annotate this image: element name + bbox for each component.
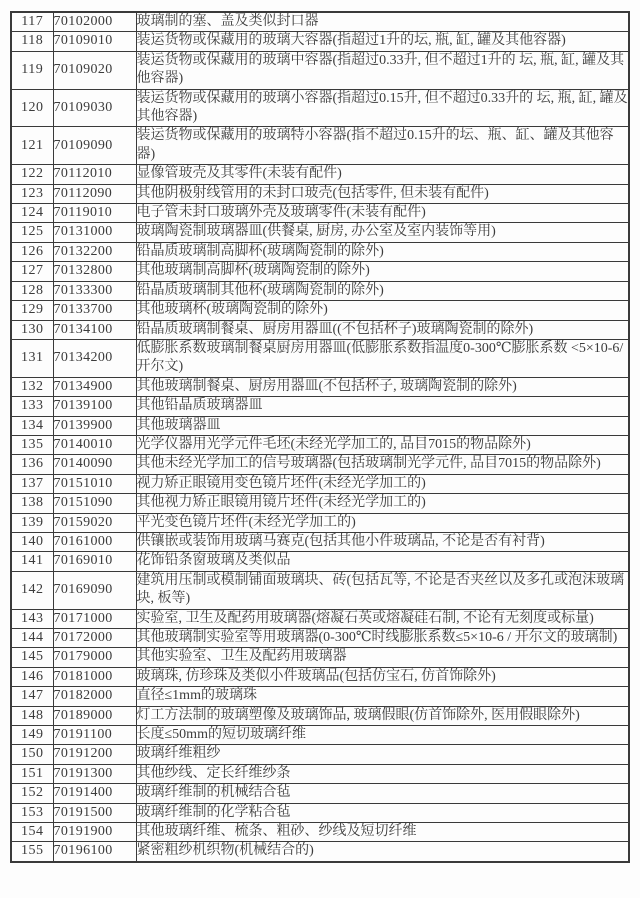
item-description: 其他玻璃杯(玻璃陶瓷制的除外) xyxy=(136,301,629,320)
table-row xyxy=(11,629,629,648)
row-number: 140 xyxy=(11,532,53,551)
row-number: 119 xyxy=(11,51,53,89)
row-number: 148 xyxy=(11,706,53,725)
item-description: 直径≤1mm的玻璃珠 xyxy=(136,687,629,706)
hs-code: 70112010 xyxy=(53,165,136,184)
hs-code: 70191100 xyxy=(53,726,136,745)
hs-code: 70169010 xyxy=(53,552,136,571)
hs-code: 70112090 xyxy=(53,184,136,203)
hs-code: 70139900 xyxy=(53,416,136,435)
item-description: 其他玻璃制高脚杯(玻璃陶瓷制的除外) xyxy=(136,262,629,281)
row-number: 128 xyxy=(11,281,53,300)
table-row xyxy=(11,745,629,764)
row-number: 142 xyxy=(11,571,53,609)
table-row xyxy=(11,281,629,300)
item-description: 装运货物或保藏用的玻璃中容器(指超过0.33升, 但不超过1升的 坛, 瓶, 缸, 罐及其他容器) xyxy=(136,51,629,89)
table-row xyxy=(11,842,629,862)
hs-code: 70133300 xyxy=(53,281,136,300)
item-description: 装运货物或保藏用的玻璃特小容器(指不超过0.15升的坛、瓶、缸、罐及其他容器) xyxy=(136,127,629,165)
hs-code: 70191200 xyxy=(53,745,136,764)
hs-code: 70109090 xyxy=(53,127,136,165)
table-row xyxy=(11,513,629,532)
row-number: 132 xyxy=(11,377,53,396)
hs-code: 70191500 xyxy=(53,803,136,822)
table-row xyxy=(11,204,629,223)
item-description: 显像管玻壳及其零件(未装有配件) xyxy=(136,165,629,184)
item-description: 玻璃纤维制的化学粘合毡 xyxy=(136,803,629,822)
table-row xyxy=(11,435,629,454)
item-description: 其他铅晶质玻璃器皿 xyxy=(136,397,629,416)
table-row xyxy=(11,165,629,184)
row-number: 129 xyxy=(11,301,53,320)
item-description: 铅晶质玻璃制其他杯(玻璃陶瓷制的除外) xyxy=(136,281,629,300)
table-row xyxy=(11,223,629,242)
item-description: 紧密粗纱机织物(机械结合的) xyxy=(136,842,629,862)
hs-code: 70132800 xyxy=(53,262,136,281)
table-row xyxy=(11,127,629,165)
hs-code: 70134100 xyxy=(53,320,136,339)
item-description: 其他玻璃制餐桌、厨房用器皿(不包括杯子, 玻璃陶瓷制的除外) xyxy=(136,377,629,396)
item-description: 低膨胀系数玻璃制餐桌厨房用器皿(低膨胀系数指温度0-300℃膨胀系数 <5×10-6/开尔文) xyxy=(136,339,629,377)
row-number: 125 xyxy=(11,223,53,242)
row-number: 124 xyxy=(11,204,53,223)
row-number: 123 xyxy=(11,184,53,203)
row-number: 151 xyxy=(11,764,53,783)
row-number: 154 xyxy=(11,823,53,842)
row-number: 133 xyxy=(11,397,53,416)
table-row xyxy=(11,667,629,686)
item-description: 装运货物或保藏用的玻璃小容器(指超过0.15升, 但不超过0.33升的 坛, 瓶, 缸, 罐及其他容器) xyxy=(136,89,629,127)
table-row xyxy=(11,803,629,822)
row-number: 135 xyxy=(11,435,53,454)
table-body xyxy=(11,12,629,862)
row-number: 141 xyxy=(11,552,53,571)
row-number: 126 xyxy=(11,242,53,261)
table-row xyxy=(11,12,629,32)
table-row xyxy=(11,455,629,474)
hs-code: 70140090 xyxy=(53,455,136,474)
row-number: 136 xyxy=(11,455,53,474)
row-number: 134 xyxy=(11,416,53,435)
hs-code: 70133700 xyxy=(53,301,136,320)
hs-code: 70102000 xyxy=(53,12,136,32)
hs-code: 70182000 xyxy=(53,687,136,706)
hs-code: 70109030 xyxy=(53,89,136,127)
table-row xyxy=(11,377,629,396)
item-description: 玻璃纤维制的机械结合毡 xyxy=(136,784,629,803)
item-description: 电子管未封口玻璃外壳及玻璃零件(未装有配件) xyxy=(136,204,629,223)
table-row xyxy=(11,687,629,706)
item-description: 玻璃纤维粗纱 xyxy=(136,745,629,764)
hs-code: 70191300 xyxy=(53,764,136,783)
table-row xyxy=(11,474,629,493)
item-description: 其他玻璃纤维、梳条、粗砂、纱线及短切纤维 xyxy=(136,823,629,842)
hs-code: 70159020 xyxy=(53,513,136,532)
hs-code: 70151010 xyxy=(53,474,136,493)
item-description: 其他未经光学加工的信号玻璃器(包括玻璃制光学元件, 品目7015的物品除外) xyxy=(136,455,629,474)
row-number: 130 xyxy=(11,320,53,339)
item-description: 建筑用压制或模制铺面玻璃块、砖(包括瓦等, 不论是否夹丝以及多孔或泡沫玻璃块, 板等) xyxy=(136,571,629,609)
item-description: 玻璃制的塞、盖及类似封口器 xyxy=(136,12,629,32)
item-description: 光学仪器用光学元件毛坯(未经光学加工的, 品目7015的物品除外) xyxy=(136,435,629,454)
row-number: 155 xyxy=(11,842,53,862)
hs-code: 70140010 xyxy=(53,435,136,454)
table-row xyxy=(11,609,629,628)
hs-code: 70132200 xyxy=(53,242,136,261)
hs-code: 70169090 xyxy=(53,571,136,609)
hs-code: 70134900 xyxy=(53,377,136,396)
row-number: 138 xyxy=(11,494,53,513)
table-row xyxy=(11,184,629,203)
hs-code: 70189000 xyxy=(53,706,136,725)
row-number: 121 xyxy=(11,127,53,165)
table-row xyxy=(11,89,629,127)
table-row xyxy=(11,416,629,435)
table-row xyxy=(11,532,629,551)
table-row xyxy=(11,784,629,803)
table-row xyxy=(11,301,629,320)
row-number: 144 xyxy=(11,629,53,648)
table-row xyxy=(11,397,629,416)
table-row xyxy=(11,32,629,51)
item-description: 玻璃陶瓷制玻璃器皿(供餐桌, 厨房, 办公室及室内装饰等用) xyxy=(136,223,629,242)
row-number: 153 xyxy=(11,803,53,822)
item-description: 平光变色镜片坯件(未经光学加工的) xyxy=(136,513,629,532)
item-description: 其他纱线、定长纤维纱条 xyxy=(136,764,629,783)
hs-code: 70161000 xyxy=(53,532,136,551)
item-description: 装运货物或保藏用的玻璃大容器(指超过1升的坛, 瓶, 缸, 罐及其他容器) xyxy=(136,32,629,51)
hs-code: 70139100 xyxy=(53,397,136,416)
table-row xyxy=(11,51,629,89)
row-number: 137 xyxy=(11,474,53,493)
table-row xyxy=(11,242,629,261)
item-description: 灯工方法制的玻璃塑像及玻璃饰品, 玻璃假眼(仿首饰除外, 医用假眼除外) xyxy=(136,706,629,725)
item-description: 铅晶质玻璃制餐桌、厨房用器皿((不包括杯子)玻璃陶瓷制的除外) xyxy=(136,320,629,339)
row-number: 118 xyxy=(11,32,53,51)
table-row xyxy=(11,571,629,609)
table-row xyxy=(11,823,629,842)
row-number: 127 xyxy=(11,262,53,281)
item-description: 花饰铅条窗玻璃及类似品 xyxy=(136,552,629,571)
hs-code: 70134200 xyxy=(53,339,136,377)
table-row xyxy=(11,648,629,667)
item-description: 其他视力矫正眼镜用镜片坯件(未经光学加工的) xyxy=(136,494,629,513)
row-number: 117 xyxy=(11,12,53,32)
row-number: 147 xyxy=(11,687,53,706)
row-number: 131 xyxy=(11,339,53,377)
row-number: 139 xyxy=(11,513,53,532)
hs-code: 70181000 xyxy=(53,667,136,686)
item-description: 供镶嵌或装饰用玻璃马赛克(包括其他小件玻璃品, 不论是否有衬背) xyxy=(136,532,629,551)
hs-code: 70151090 xyxy=(53,494,136,513)
row-number: 120 xyxy=(11,89,53,127)
table-row xyxy=(11,320,629,339)
item-description: 其他实验室、卫生及配药用玻璃器 xyxy=(136,648,629,667)
row-number: 122 xyxy=(11,165,53,184)
item-description: 实验室, 卫生及配药用玻璃器(熔凝石英或熔凝硅石制, 不论有无刻度或标量) xyxy=(136,609,629,628)
hs-code: 70191900 xyxy=(53,823,136,842)
item-description: 玻璃珠, 仿珍珠及类似小件玻璃品(包括仿宝石, 仿首饰除外) xyxy=(136,667,629,686)
table-row xyxy=(11,262,629,281)
table-row xyxy=(11,726,629,745)
item-description: 铅晶质玻璃制高脚杯(玻璃陶瓷制的除外) xyxy=(136,242,629,261)
row-number: 150 xyxy=(11,745,53,764)
row-number: 152 xyxy=(11,784,53,803)
hs-code: 70171000 xyxy=(53,609,136,628)
hs-code: 70131000 xyxy=(53,223,136,242)
item-description: 其他阴极射线管用的未封口玻壳(包括零件, 但未装有配件) xyxy=(136,184,629,203)
hs-code: 70172000 xyxy=(53,629,136,648)
hs-code: 70191400 xyxy=(53,784,136,803)
hs-code: 70119010 xyxy=(53,204,136,223)
item-description: 其他玻璃器皿 xyxy=(136,416,629,435)
table-row xyxy=(11,339,629,377)
hs-code-table xyxy=(10,11,630,863)
hs-code: 70196100 xyxy=(53,842,136,862)
table-row xyxy=(11,764,629,783)
table-row xyxy=(11,706,629,725)
row-number: 143 xyxy=(11,609,53,628)
item-description: 视力矫正眼镜用变色镜片坯件(未经光学加工的) xyxy=(136,474,629,493)
table-row xyxy=(11,494,629,513)
hs-code: 70109010 xyxy=(53,32,136,51)
table-row xyxy=(11,552,629,571)
row-number: 145 xyxy=(11,648,53,667)
hs-code: 70109020 xyxy=(53,51,136,89)
row-number: 146 xyxy=(11,667,53,686)
item-description: 长度≤50mm的短切玻璃纤维 xyxy=(136,726,629,745)
item-description: 其他玻璃制实验室等用玻璃器(0-300℃时线膨胀系数≤5×10-6 / 开尔文的玻璃制) xyxy=(136,629,629,648)
hs-code: 70179000 xyxy=(53,648,136,667)
row-number: 149 xyxy=(11,726,53,745)
